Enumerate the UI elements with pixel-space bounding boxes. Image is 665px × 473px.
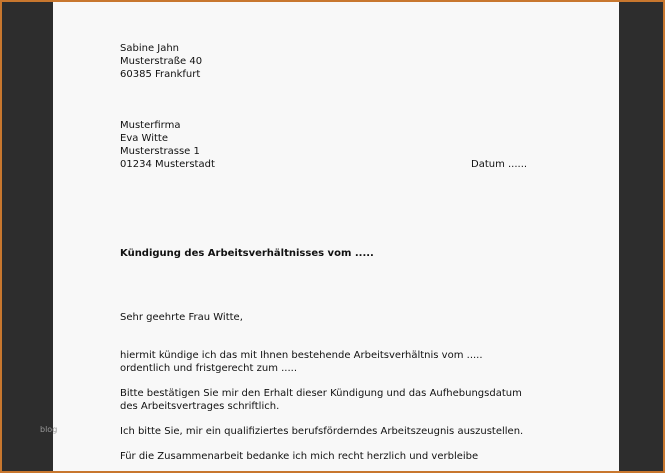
sender-street: Musterstraße 40 [120, 56, 203, 67]
recipient-street: Musterstrasse 1 [120, 146, 200, 157]
body-paragraph-2-line-1: Bitte bestätigen Sie mir den Erhalt dieser Kündigung und das Aufhebungsdatum [120, 388, 522, 399]
right-margin-panel [619, 2, 663, 471]
body-paragraph-1-line-2: ordentlich und fristgerecht zum ..... [120, 363, 298, 374]
left-margin-panel [2, 2, 53, 471]
recipient-company: Musterfirma [120, 120, 181, 131]
letter-subject: Kündigung des Arbeitsverhältnisses vom ..... [120, 248, 374, 259]
body-paragraph-3: Ich bitte Sie, mir ein qualifiziertes berufsförderndes Arbeitszeugnis auszustellen. [120, 426, 524, 437]
body-paragraph-1-line-1: hiermit kündige ich das mit Ihnen bestehende Arbeitsverhältnis vom ..... [120, 350, 483, 361]
sender-name: Sabine Jahn [120, 43, 180, 54]
salutation: Sehr geehrte Frau Witte, [120, 312, 243, 323]
recipient-city: 01234 Musterstadt [120, 159, 215, 170]
sender-city: 60385 Frankfurt [120, 69, 201, 80]
body-paragraph-4: Für die Zusammenarbeit bedanke ich mich recht herzlich und verbleibe [120, 451, 479, 462]
letter-page [53, 2, 619, 471]
date-field: Datum ...... [471, 159, 528, 170]
blog-watermark: blog [40, 425, 58, 434]
body-paragraph-2-line-2: des Arbeitsvertrages schriftlich. [120, 401, 280, 412]
recipient-person: Eva Witte [120, 133, 168, 144]
